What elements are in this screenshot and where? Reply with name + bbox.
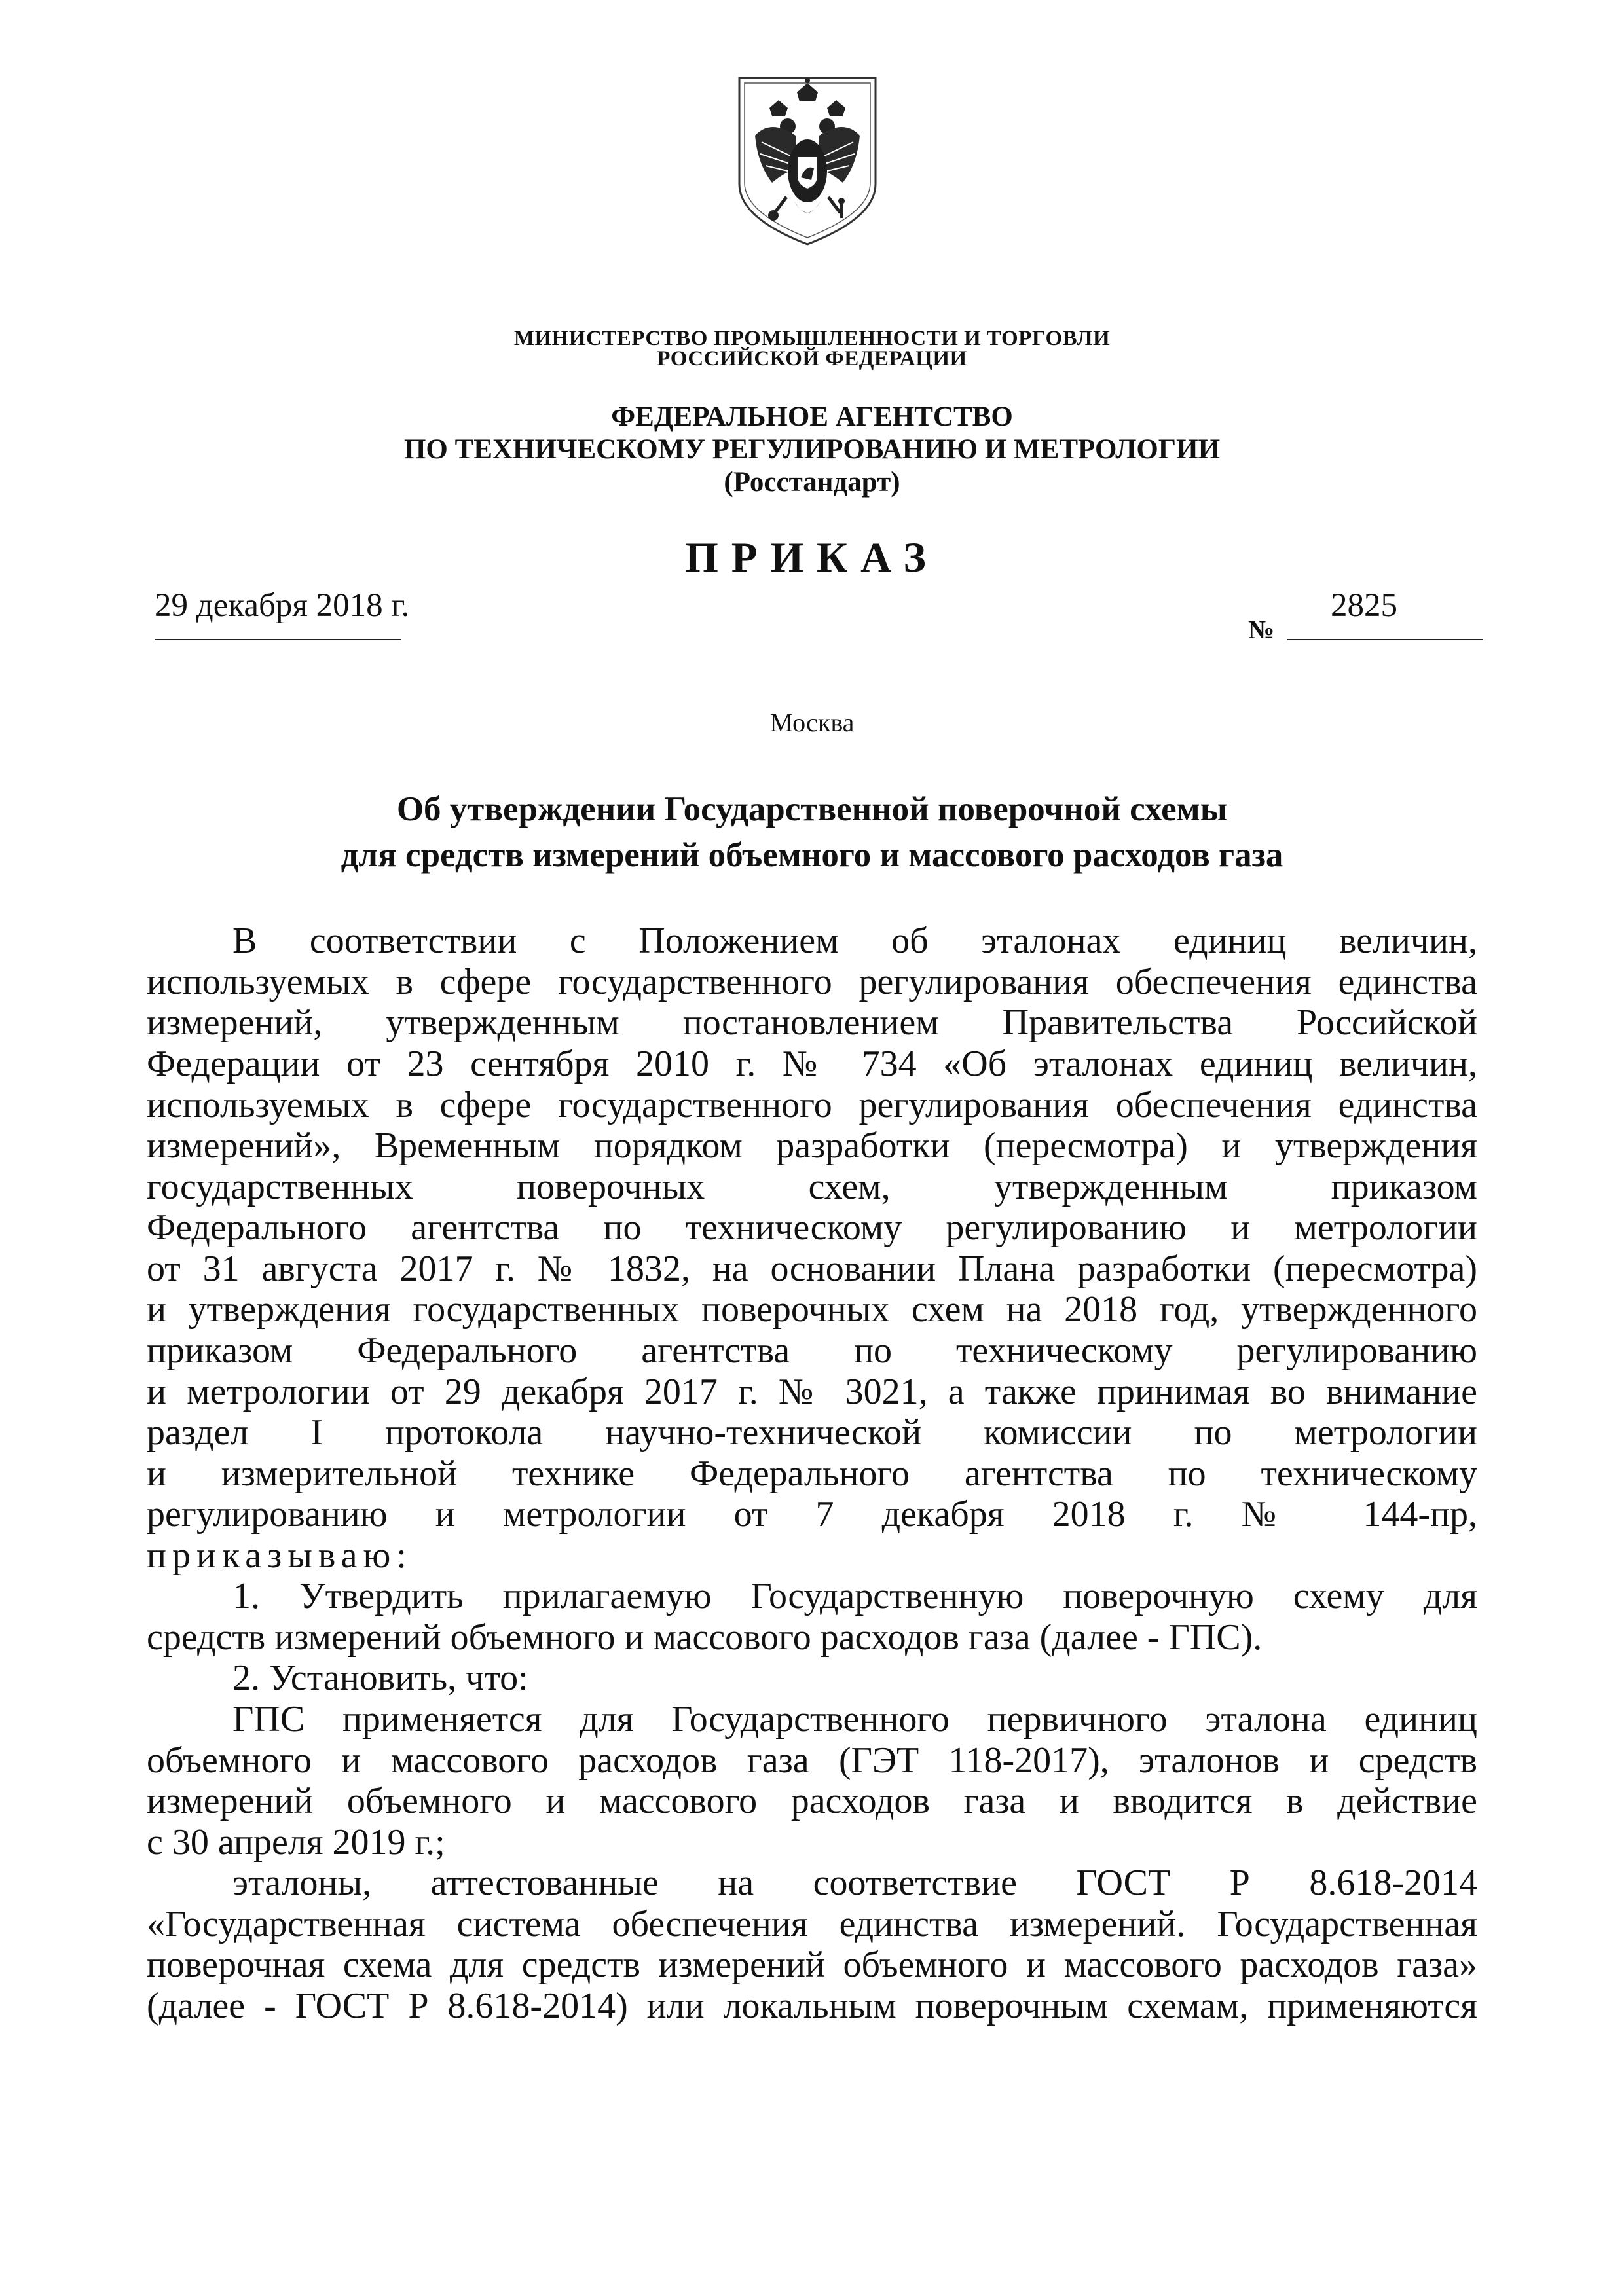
body-line: измерений объемного и массового расходов газа и вводится в действие	[147, 1781, 1477, 1821]
document-title-line-2: для средств измерений объемного и массового расходов газа	[341, 836, 1283, 874]
body-line: Федерального агентства по техническому регулированию и метрологии	[147, 1207, 1477, 1248]
body-line: используемых в сфере государственного регулирования обеспечения единства	[147, 962, 1477, 1002]
agency-name-line-2: ПО ТЕХНИЧЕСКОМУ РЕГУЛИРОВАНИЮ И МЕТРОЛОГИИ	[403, 434, 1221, 465]
body-line: и метрологии от 29 декабря 2017 г. № 3021, а также принимая во внимание	[147, 1372, 1477, 1412]
number-underline	[1287, 639, 1483, 640]
body-line: раздел I протокола научно-технической комиссии по метрологии	[147, 1412, 1477, 1453]
body-line: ГПС применяется для Государственного первичного эталона единиц	[232, 1699, 1477, 1740]
body-line: эталоны, аттестованные на соответствие ГОСТ Р 8.618-2014	[232, 1863, 1477, 1903]
body-line: (далее - ГОСТ Р 8.618-2014) или локальным поверочным схемам, применяются	[147, 1986, 1477, 2026]
ministry-name-line-2: РОССИЙСКОЙ ФЕДЕРАЦИИ	[657, 347, 967, 371]
coat-of-arms-emblem	[731, 73, 883, 249]
ministry-name-line-1: МИНИСТЕРСТВО ПРОМЫШЛЕННОСТИ И ТОРГОВЛИ	[513, 327, 1111, 350]
number-sign: №	[1248, 615, 1275, 644]
body-line: и утверждения государственных поверочных схем на 2018 год, утвержденного	[147, 1289, 1477, 1330]
body-line: В соответствии с Положением об эталонах единиц величин,	[232, 920, 1477, 961]
body-line: объемного и массового расходов газа (ГЭТ 118-2017), эталонов и средств	[147, 1740, 1477, 1781]
agency-name-line-1: ФЕДЕРАЛЬНОЕ АГЕНТСТВО	[611, 401, 1013, 432]
body-line-decision: приказываю:	[147, 1535, 413, 1576]
body-line: от 31 августа 2017 г. № 1832, на основании Плана разработки (пересмотра)	[147, 1248, 1477, 1289]
agency-abbreviation: (Росстандарт)	[724, 467, 900, 498]
document-title-line-1: Об утверждении Государственной поверочной схемы	[396, 790, 1228, 828]
order-date: 29 декабря 2018 г.	[155, 587, 410, 624]
body-line: приказом Федерального агентства по техническому регулированию	[147, 1330, 1477, 1371]
body-line: с 30 апреля 2019 г.;	[147, 1822, 445, 1863]
body-line: 1. Утвердить прилагаемую Государственную поверочную схему для	[232, 1576, 1477, 1616]
date-underline	[155, 639, 401, 640]
body-line: используемых в сфере государственного регулирования обеспечения единства	[147, 1085, 1477, 1125]
city-name: Москва	[769, 708, 855, 737]
body-line: измерений, утвержденным постановлением Правительства Российской	[147, 1002, 1477, 1043]
order-title: ПРИКАЗ	[685, 534, 939, 581]
body-line: «Государственная система обеспечения единства измерений. Государственная	[147, 1904, 1477, 1944]
body-line: измерений», Временным порядком разработки (пересмотра) и утверждения	[147, 1125, 1477, 1166]
body-line: средств измерений объемного и массового расходов газа (далее - ГПС).	[147, 1617, 1263, 1658]
body-line: и измерительной технике Федерального агентства по техническому	[147, 1453, 1477, 1494]
body-line: поверочная схема для средств измерений объемного и массового расходов газа»	[147, 1944, 1477, 1985]
body-line: Федерации от 23 сентября 2010 г. № 734 «Об эталонах единиц величин,	[147, 1044, 1477, 1084]
body-line: регулированию и метрологии от 7 декабря 2018 г. № 144-пр,	[147, 1494, 1477, 1535]
order-number: 2825	[1331, 587, 1397, 624]
body-line: 2. Установить, что:	[232, 1658, 528, 1698]
body-line: государственных поверочных схем, утвержденным приказом	[147, 1167, 1477, 1207]
